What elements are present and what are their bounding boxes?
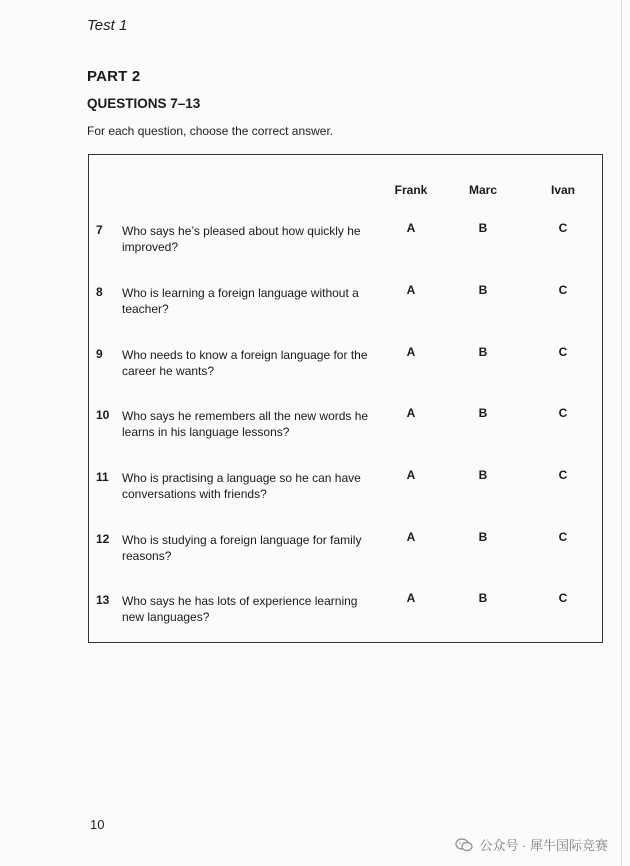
option-c[interactable]: C	[558, 283, 568, 297]
question-row-7	[89, 223, 602, 273]
question-text: Who says he remembers all the new words he learns in his language lessons?	[122, 409, 369, 439]
option-b[interactable]: B	[478, 283, 488, 297]
question-number: 9	[96, 347, 103, 361]
instruction-text: For each question, choose the correct answer.	[87, 124, 334, 138]
column-header-ivan: Ivan	[550, 183, 575, 197]
part-title: PART 2	[87, 68, 141, 85]
column-header-frank: Frank	[394, 183, 428, 197]
question-table	[88, 154, 603, 643]
option-c[interactable]: C	[558, 591, 568, 605]
option-b[interactable]: B	[478, 406, 488, 420]
option-c[interactable]: C	[558, 406, 568, 420]
option-b[interactable]: B	[478, 591, 488, 605]
question-number: 10	[96, 408, 110, 422]
question-row-10	[89, 408, 602, 458]
option-a[interactable]: A	[406, 530, 416, 544]
question-row-11	[89, 470, 602, 520]
running-head: Test 1	[87, 17, 128, 34]
option-c[interactable]: C	[558, 221, 568, 235]
option-a[interactable]: A	[406, 591, 416, 605]
option-c[interactable]: C	[558, 468, 568, 482]
option-a[interactable]: A	[406, 283, 416, 297]
option-b[interactable]: B	[478, 221, 488, 235]
question-number: 13	[96, 593, 110, 607]
question-number: 12	[96, 532, 110, 546]
wechat-icon	[455, 838, 473, 852]
question-text: Who is learning a foreign language without a teacher?	[122, 286, 359, 316]
page-edge	[621, 0, 622, 866]
option-b[interactable]: B	[478, 345, 488, 359]
questions-title: QUESTIONS 7–13	[87, 96, 201, 111]
option-a[interactable]: A	[406, 345, 416, 359]
option-c[interactable]: C	[558, 345, 568, 359]
question-number: 7	[96, 223, 103, 237]
question-text: Who is practising a language so he can have conversations with friends?	[122, 471, 361, 501]
option-c[interactable]: C	[558, 530, 568, 544]
question-row-13	[89, 593, 602, 643]
option-b[interactable]: B	[478, 530, 488, 544]
question-text: Who is studying a foreign language for family reasons?	[122, 533, 362, 563]
watermark	[455, 835, 608, 854]
column-header-marc: Marc	[468, 183, 497, 197]
question-text: Who needs to know a foreign language for the career he wants?	[122, 348, 368, 378]
question-row-9	[89, 347, 602, 397]
page-number: 10	[90, 817, 105, 832]
option-a[interactable]: A	[406, 406, 416, 420]
question-text: Who says he has lots of experience learning new languages?	[122, 594, 358, 624]
question-number: 11	[96, 470, 109, 484]
question-text: Who says he’s pleased about how quickly he improved?	[122, 224, 361, 254]
option-a[interactable]: A	[406, 221, 416, 235]
question-row-8	[89, 285, 602, 335]
option-a[interactable]: A	[406, 468, 416, 482]
question-row-12	[89, 532, 602, 582]
question-number: 8	[96, 285, 103, 299]
watermark-text: 公众号 · 犀牛国际竞赛	[479, 838, 608, 853]
option-b[interactable]: B	[478, 468, 488, 482]
